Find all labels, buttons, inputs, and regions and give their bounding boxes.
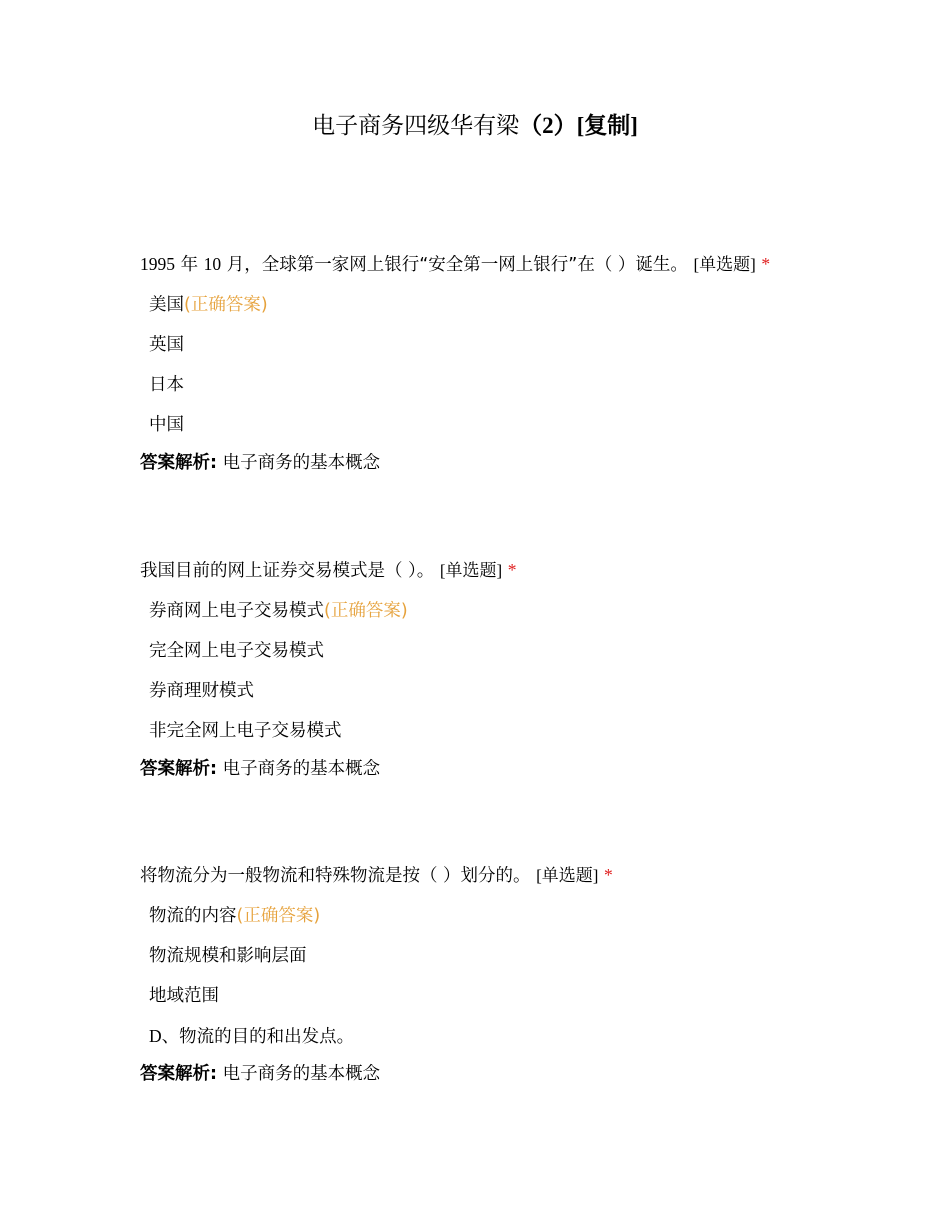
option-label: 物流的内容 (149, 906, 237, 926)
option-label: 非完全网上电子交易模式 (149, 721, 342, 741)
question-3 (140, 863, 900, 1086)
page-title (0, 111, 950, 141)
option-label: 完全网上电子交易模式 (149, 641, 324, 661)
analysis-text: 电子商务的基本概念 (222, 759, 381, 779)
option-label: 地域范围 (149, 986, 219, 1006)
option-item (149, 1024, 900, 1048)
option-item (149, 413, 900, 437)
option-label: 英国 (149, 335, 184, 355)
analysis-label: 答案解析: (140, 1064, 217, 1084)
question-type: [单选题] (439, 561, 503, 580)
question-type: [单选题] (693, 255, 756, 274)
answer-analysis (140, 451, 900, 475)
question-text: 1995 年 10 月，全球第一家网上银行“安全第一网上银行”在（ ）诞生。 [单选题] * (140, 254, 771, 275)
question-text: 我国目前的网上证券交易模式是（ ）。 [单选题] * (140, 560, 517, 581)
correct-answer-note: (正确答案) (236, 906, 321, 926)
option-item (149, 904, 900, 928)
option-item (149, 373, 900, 397)
answer-analysis (140, 1062, 900, 1086)
option-item (149, 719, 900, 743)
option-label: 日本 (149, 375, 184, 395)
option-label: 美国 (149, 295, 184, 315)
question-1 (140, 252, 900, 475)
option-item (149, 679, 900, 703)
option-item (149, 333, 900, 357)
title-number: （2） (519, 113, 577, 138)
option-label: 、物流的目的和出发点。 (161, 1027, 355, 1047)
analysis-label: 答案解析: (140, 759, 217, 779)
title-suffix: [复制] (576, 113, 638, 138)
correct-answer-note: (正确答案) (184, 295, 268, 315)
analysis-label: 答案解析: (140, 453, 217, 473)
question-2 (140, 558, 900, 781)
option-item (149, 293, 900, 317)
required-mark: * (761, 254, 771, 274)
analysis-text: 电子商务的基本概念 (222, 1064, 381, 1084)
title-main: 电子商务四级华有梁 (312, 113, 520, 138)
option-label: 中国 (149, 415, 184, 435)
correct-answer-note: (正确答案) (324, 601, 408, 621)
option-label: 券商网上电子交易模式 (149, 601, 324, 621)
option-item (149, 984, 900, 1008)
option-label: 券商理财模式 (149, 681, 254, 701)
required-mark: * (604, 865, 613, 885)
question-type: [单选题] (536, 866, 599, 885)
option-item (149, 944, 900, 968)
option-item (149, 639, 900, 663)
option-prefix: D (149, 1026, 162, 1046)
question-text: 将物流分为一般物流和特殊物流是按（ ）划分的。 [单选题] * (140, 865, 613, 886)
option-item (149, 599, 900, 623)
answer-analysis (140, 757, 900, 781)
option-label: 物流规模和影响层面 (149, 946, 307, 966)
analysis-text: 电子商务的基本概念 (222, 453, 381, 473)
required-mark: * (507, 560, 517, 580)
